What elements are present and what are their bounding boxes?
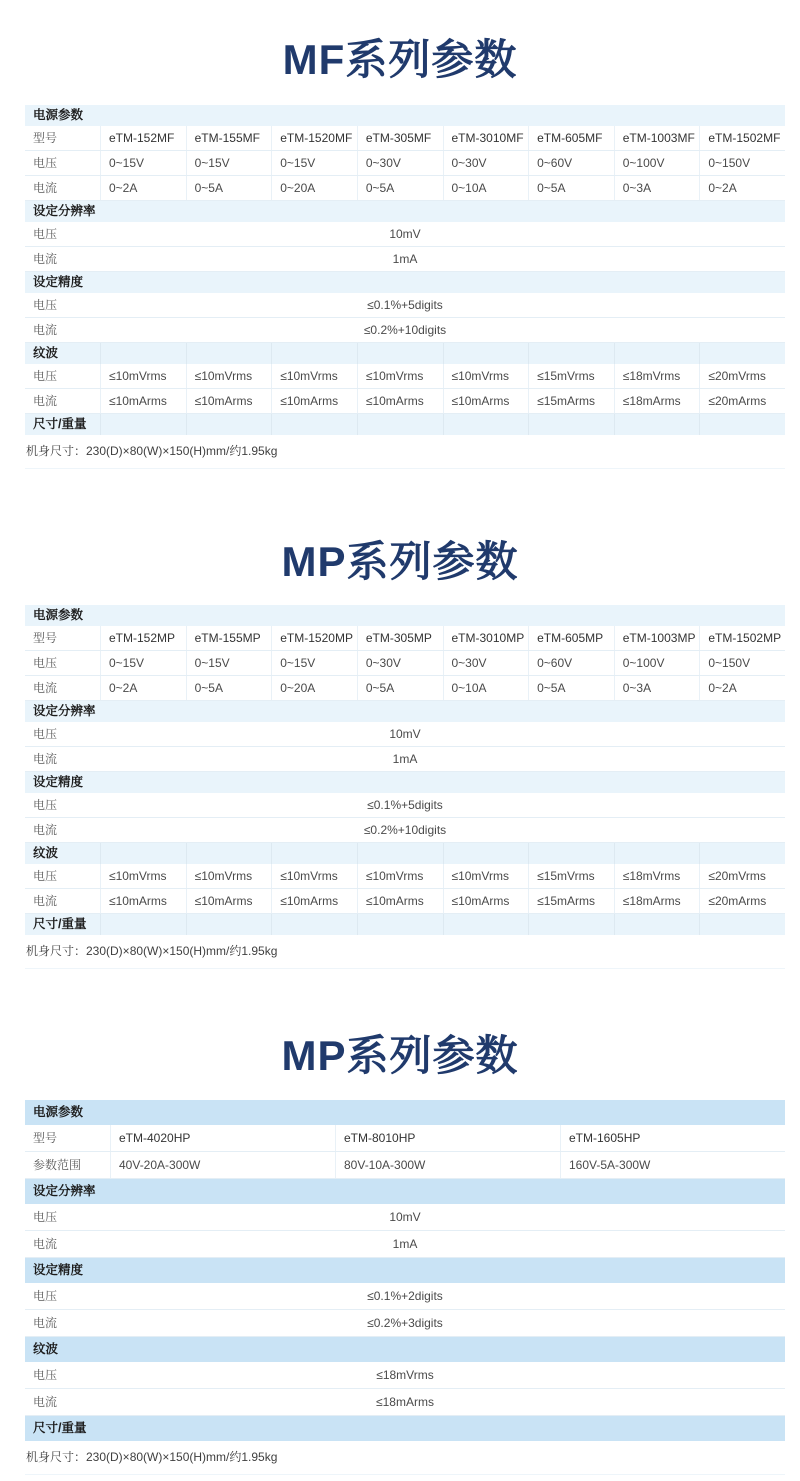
spec-row (25, 793, 785, 818)
spec-row (25, 247, 785, 272)
section-header-cell (614, 414, 700, 435)
spec-cell: ≤10mVrms (443, 364, 529, 388)
spec-cell: eTM-1003MP (614, 626, 700, 650)
row-label: 型号 (33, 1131, 58, 1145)
spec-row (25, 747, 785, 772)
spec-cell: 0~2A (100, 676, 186, 700)
row-span-value: ≤0.2%+3digits (367, 1316, 443, 1330)
spec-row (25, 651, 785, 676)
section-header-cell (528, 914, 614, 935)
spec-cell: eTM-1520MP (271, 626, 357, 650)
section-header-cell (614, 843, 700, 864)
spec-cell: eTM-1502MP (699, 626, 785, 650)
spec-row (25, 318, 785, 343)
spec-cell: 0~15V (271, 151, 357, 175)
spec-cell: ≤10mArms (186, 389, 272, 413)
spec-cell: 0~5A (357, 676, 443, 700)
spec-row (25, 889, 785, 914)
spec-cell: 0~3A (614, 176, 700, 200)
section-header-cell (699, 343, 785, 364)
spec-cell: 80V-10A-300W (335, 1152, 560, 1178)
spec-cell: eTM-3010MP (443, 626, 529, 650)
section-header-cell (357, 914, 443, 935)
spec-row (25, 126, 785, 151)
section-header-row (25, 343, 785, 364)
section-header-label: 纹波 (33, 1342, 59, 1356)
section-header-cell (614, 343, 700, 364)
spec-cell: ≤20mArms (699, 389, 785, 413)
section-header-label: 电源参数 (33, 608, 84, 622)
spec-cell: ≤10mArms (357, 889, 443, 913)
row-span-value: 1mA (392, 252, 418, 266)
section-header-label: 尺寸/重量 (33, 917, 87, 931)
row-label: 电压 (33, 798, 58, 812)
spec-cell: ≤10mVrms (357, 364, 443, 388)
section-header-cell (271, 843, 357, 864)
section-header-row (25, 1258, 785, 1283)
spec-row (25, 1152, 785, 1179)
row-label: 电压 (33, 727, 58, 741)
spec-row (25, 818, 785, 843)
row-label: 电压 (33, 369, 58, 383)
section-header-label: 尺寸/重量 (33, 417, 87, 431)
section-header-label: 设定分辨率 (33, 1184, 96, 1198)
section-header-cell (186, 414, 272, 435)
section-header-row (25, 1416, 785, 1441)
spec-row (25, 176, 785, 201)
spec-cell: 0~15V (100, 651, 186, 675)
spec-cell: eTM-155MP (186, 626, 272, 650)
section-header-cell (186, 343, 272, 364)
spec-cell: ≤10mArms (357, 389, 443, 413)
row-label: 型号 (33, 631, 58, 645)
spec-cell: 0~30V (443, 151, 529, 175)
spec-row (25, 864, 785, 889)
spec-cell: ≤10mArms (443, 389, 529, 413)
spec-cell: eTM-3010MF (443, 126, 529, 150)
spec-cell: ≤18mArms (614, 389, 700, 413)
section-header-cell (357, 343, 443, 364)
series-section-mf (0, 36, 800, 469)
section-header-label: 设定精度 (33, 1263, 84, 1277)
spec-cell: 0~15V (186, 151, 272, 175)
spec-table-hp (25, 1100, 785, 1475)
spec-cell: 0~2A (699, 676, 785, 700)
spec-row (25, 364, 785, 389)
spec-row (25, 1389, 785, 1416)
spec-row (25, 1283, 785, 1310)
spec-cell: ≤10mArms (271, 389, 357, 413)
section-header-label: 纹波 (33, 346, 59, 360)
series-section-mp (0, 538, 800, 969)
row-span-value: ≤0.2%+10digits (363, 323, 447, 337)
row-label: 电流 (33, 894, 58, 908)
spec-row (25, 151, 785, 176)
row-span-value: 10mV (389, 1210, 421, 1224)
section-header-row (25, 843, 785, 864)
spec-cell: eTM-605MF (528, 126, 614, 150)
row-label: 参数范围 (33, 1158, 82, 1172)
spec-cell: ≤15mVrms (528, 864, 614, 888)
spec-cell: ≤18mArms (614, 889, 700, 913)
spec-cell: ≤10mArms (271, 889, 357, 913)
section-header-cell (443, 843, 529, 864)
row-span-value: 10mV (389, 227, 421, 241)
section-header-cell (443, 914, 529, 935)
spec-row (25, 1125, 785, 1152)
row-label: 电压 (33, 656, 58, 670)
row-label: 电压 (33, 1210, 58, 1224)
row-label: 电流 (33, 323, 58, 337)
section-header-row (25, 1337, 785, 1362)
spec-cell: 0~30V (357, 651, 443, 675)
spec-cell: ≤20mVrms (699, 364, 785, 388)
table-footnote: 机身尺寸：230(D)×80(W)×150(H)mm/约1.95kg (25, 435, 785, 469)
row-span-value: 1mA (392, 1237, 418, 1251)
spec-row (25, 293, 785, 318)
spec-cell: ≤10mArms (100, 389, 186, 413)
section-header-row (25, 414, 785, 435)
section-header-row (25, 201, 785, 222)
spec-document (0, 36, 800, 1475)
table-footnote: 机身尺寸：230(D)×80(W)×150(H)mm/约1.95kg (25, 935, 785, 969)
row-span-value: ≤18mArms (376, 1395, 434, 1409)
row-label: 电压 (33, 156, 58, 170)
spec-cell: 0~30V (443, 651, 529, 675)
spec-cell: eTM-4020HP (110, 1125, 335, 1151)
section-header-cell (100, 343, 186, 364)
spec-cell: 0~15V (186, 651, 272, 675)
spec-row (25, 676, 785, 701)
series-section-mp-hp (0, 1032, 800, 1475)
section-header-row (25, 772, 785, 793)
section-header-cell (271, 343, 357, 364)
table-footnote: 机身尺寸：230(D)×80(W)×150(H)mm/约1.95kg (25, 1441, 785, 1475)
spec-cell: ≤10mVrms (271, 864, 357, 888)
spec-row (25, 1310, 785, 1337)
spec-cell: 0~20A (271, 676, 357, 700)
section-header-row (25, 272, 785, 293)
spec-cell: 0~5A (528, 176, 614, 200)
spec-cell: ≤20mVrms (699, 864, 785, 888)
spec-cell: ≤10mArms (443, 889, 529, 913)
row-label: 电流 (33, 681, 58, 695)
section-header-cell (357, 843, 443, 864)
section-header-cell (357, 414, 443, 435)
spec-cell: 0~60V (528, 151, 614, 175)
row-span-value: ≤18mVrms (376, 1368, 434, 1382)
row-span-value: 10mV (389, 727, 421, 741)
spec-cell: 0~20A (271, 176, 357, 200)
spec-cell: ≤10mArms (100, 889, 186, 913)
spec-row (25, 1362, 785, 1389)
row-label: 电压 (33, 1289, 58, 1303)
row-label: 型号 (33, 131, 58, 145)
row-label: 电流 (33, 752, 58, 766)
section-header-label: 电源参数 (33, 1105, 84, 1119)
section-header-row (25, 605, 785, 626)
spec-cell: ≤18mVrms (614, 864, 700, 888)
spec-cell: ≤15mVrms (528, 364, 614, 388)
spec-cell: ≤10mArms (186, 889, 272, 913)
page-title: MF系列参数 (282, 36, 518, 83)
spec-cell: 0~5A (186, 676, 272, 700)
section-header-label: 尺寸/重量 (33, 1421, 87, 1435)
row-label: 电压 (33, 1368, 58, 1382)
spec-cell: 0~150V (699, 151, 785, 175)
section-header-row (25, 701, 785, 722)
section-header-cell (186, 843, 272, 864)
spec-cell: 0~100V (614, 151, 700, 175)
spec-cell: 0~150V (699, 651, 785, 675)
section-header-cell (528, 343, 614, 364)
row-span-value: ≤0.1%+2digits (367, 1289, 443, 1303)
spec-row (25, 389, 785, 414)
spec-cell: 160V-5A-300W (560, 1152, 785, 1178)
section-header-cell (528, 414, 614, 435)
spec-cell: 0~5A (357, 176, 443, 200)
spec-cell: 0~2A (100, 176, 186, 200)
spec-cell: ≤18mVrms (614, 364, 700, 388)
section-header-row (25, 1100, 785, 1125)
row-span-value: ≤0.2%+10digits (363, 823, 447, 837)
spec-cell: 0~10A (443, 676, 529, 700)
spec-cell: ≤10mVrms (271, 364, 357, 388)
spec-cell: eTM-152MF (100, 126, 186, 150)
spec-row (25, 626, 785, 651)
spec-cell: eTM-1520MF (271, 126, 357, 150)
row-label: 电流 (33, 823, 58, 837)
spec-cell: ≤10mVrms (357, 864, 443, 888)
section-header-label: 纹波 (33, 846, 59, 860)
spec-cell: 0~100V (614, 651, 700, 675)
section-header-cell (100, 843, 186, 864)
section-header-cell (100, 914, 186, 935)
spec-cell: ≤10mVrms (186, 364, 272, 388)
section-header-cell (699, 414, 785, 435)
spec-cell: ≤10mVrms (100, 364, 186, 388)
row-label: 电流 (33, 394, 58, 408)
spec-cell: ≤15mArms (528, 389, 614, 413)
section-header-label: 电源参数 (33, 108, 84, 122)
spec-row (25, 1231, 785, 1258)
spec-cell: eTM-155MF (186, 126, 272, 150)
spec-cell: 0~5A (528, 676, 614, 700)
page-title: MP系列参数 (281, 538, 519, 585)
section-header-cell (528, 843, 614, 864)
section-header-cell (186, 914, 272, 935)
spec-cell: 0~10A (443, 176, 529, 200)
spec-cell: eTM-1003MF (614, 126, 700, 150)
spec-cell: ≤10mVrms (100, 864, 186, 888)
spec-cell: 0~5A (186, 176, 272, 200)
row-label: 电流 (33, 252, 58, 266)
row-label: 电流 (33, 1316, 58, 1330)
section-header-label: 设定精度 (33, 775, 84, 789)
section-header-label: 设定分辨率 (33, 204, 96, 218)
spec-cell: eTM-1605HP (560, 1125, 785, 1151)
section-header-cell (614, 914, 700, 935)
section-header-cell (443, 343, 529, 364)
section-header-cell (443, 414, 529, 435)
spec-cell: 40V-20A-300W (110, 1152, 335, 1178)
row-span-value: 1mA (392, 752, 418, 766)
spec-cell: ≤10mVrms (443, 864, 529, 888)
section-header-label: 设定精度 (33, 275, 84, 289)
row-label: 电流 (33, 181, 58, 195)
spec-cell: eTM-1502MF (699, 126, 785, 150)
section-header-cell (699, 914, 785, 935)
spec-cell: eTM-605MP (528, 626, 614, 650)
spec-cell: ≤20mArms (699, 889, 785, 913)
spec-table-mp (25, 605, 785, 969)
spec-cell: eTM-305MF (357, 126, 443, 150)
spec-cell: ≤15mArms (528, 889, 614, 913)
spec-cell: 0~15V (271, 651, 357, 675)
section-header-cell (271, 914, 357, 935)
row-span-value: ≤0.1%+5digits (367, 298, 443, 312)
row-span-value: ≤0.1%+5digits (367, 798, 443, 812)
spec-cell: eTM-8010HP (335, 1125, 560, 1151)
spec-table-mf (25, 105, 785, 469)
spec-cell: 0~2A (699, 176, 785, 200)
section-header-cell (699, 843, 785, 864)
row-label: 电压 (33, 298, 58, 312)
section-header-label: 设定分辨率 (33, 704, 96, 718)
section-header-row (25, 914, 785, 935)
spec-cell: eTM-152MP (100, 626, 186, 650)
spec-cell: eTM-305MP (357, 626, 443, 650)
spec-row (25, 722, 785, 747)
spec-cell: 0~15V (100, 151, 186, 175)
spec-row (25, 1204, 785, 1231)
section-header-cell (271, 414, 357, 435)
spec-row (25, 222, 785, 247)
spec-cell: 0~30V (357, 151, 443, 175)
section-header-row (25, 105, 785, 126)
spec-cell: ≤10mVrms (186, 864, 272, 888)
row-label: 电流 (33, 1395, 58, 1409)
section-header-cell (100, 414, 186, 435)
page-title: MP系列参数 (281, 1032, 519, 1079)
row-label: 电压 (33, 227, 58, 241)
spec-cell: 0~3A (614, 676, 700, 700)
row-label: 电压 (33, 869, 58, 883)
spec-cell: 0~60V (528, 651, 614, 675)
row-label: 电流 (33, 1237, 58, 1251)
section-header-row (25, 1179, 785, 1204)
